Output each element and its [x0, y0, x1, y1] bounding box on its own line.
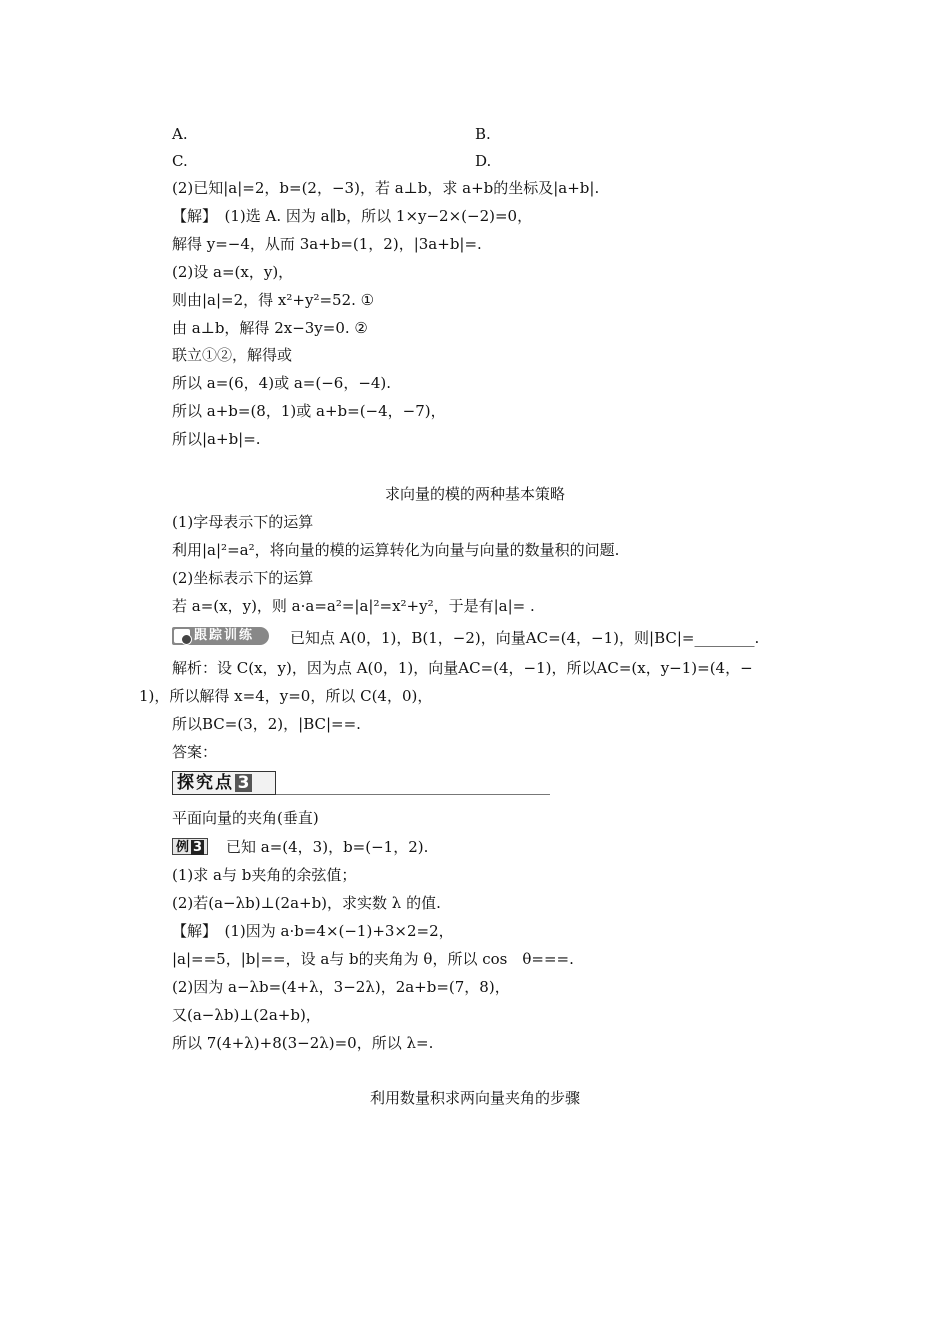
solution-line: 【解】 (1)选 A. 因为 a∥b，所以 1×y−2×(−2)=0， — [172, 207, 533, 225]
solution-line: 所以 a=(6，4)或 a=(−6，−4). — [172, 374, 392, 392]
method-line: 若 a=(x，y)，则 a·a=a²=|a|²=x²+y²，于是有|a|= . — [172, 597, 535, 615]
analysis-line: 所以BC=(3，2)，|BC|==. — [172, 715, 361, 733]
option-d: D. — [475, 152, 492, 170]
example-part: (2)若(a−λb)⊥(2a+b)，求实数 λ 的值. — [172, 894, 441, 912]
solution-line: 解得 y=−4，从而 3a+b=(1，2)，|3a+b|=. — [172, 235, 482, 253]
exercise-question: 已知点 A(0，1)，B(1，−2)，向量AC=(4，−1)，则|BC|=________. — [290, 629, 760, 647]
explore-point-badge — [172, 771, 276, 795]
solution-line: 又(a−λb)⊥(2a+b)， — [172, 1006, 321, 1024]
question-2: (2)已知|a|=2，b=(2，−3)，若 a⊥b，求 a+b的坐标及|a+b|. — [172, 179, 600, 197]
section-heading: 利用数量积求两向量夹角的步骤 — [369, 1089, 580, 1107]
solution-line: (2)设 a=(x，y)， — [172, 263, 294, 281]
analysis-line: 解析：设 C(x，y)，因为点 A(0，1)，向量AC=(4，−1)，所以AC=(x，y−1)=(4，− — [172, 659, 753, 677]
example-number: 3 — [193, 840, 203, 855]
solution-line: 联立①②，解得或 — [172, 346, 293, 364]
solution-line: 【解】 (1)因为 a·b=4×(−1)+3×2=2， — [172, 922, 454, 940]
track-training-label: 跟踪训练 — [194, 628, 255, 643]
track-training-badge — [172, 627, 269, 645]
section-divider — [276, 794, 550, 795]
analysis-line: 1)，所以解得 x=4，y=0，所以 C(4，0)， — [139, 687, 433, 705]
example-badge — [172, 838, 208, 855]
option-b: B. — [475, 125, 491, 143]
solution-line: 由 a⊥b，解得 2x−3y=0. ② — [172, 319, 368, 337]
solution-line: 所以 7(4+λ)+8(3−2λ)=0，所以 λ=. — [172, 1034, 434, 1052]
solution-line: 所以 a+b=(8，1)或 a+b=(−4，−7)， — [172, 402, 446, 420]
method-line: (1)字母表示下的运算 — [172, 513, 314, 531]
example-part: (1)求 a与 b夹角的余弦值； — [172, 866, 357, 884]
method-line: 利用|a|²=a²，将向量的模的运算转化为向量与向量的数量积的问题. — [172, 541, 620, 559]
option-a: A. — [172, 125, 188, 143]
example-question: 已知 a=(4，3)，b=(−1，2). — [226, 838, 429, 856]
answer-label: 答案： — [172, 743, 218, 761]
section-heading: 求向量的模的两种基本策略 — [384, 485, 565, 503]
solution-line: |a|==5，|b|==，设 a与 b的夹角为 θ，所以 cos θ===. — [172, 950, 574, 968]
solution-line: (2)因为 a−λb=(4+λ，3−2λ)，2a+b=(7，8)， — [172, 978, 510, 996]
notebook-icon — [174, 629, 190, 643]
topic-title: 平面向量的夹角(垂直) — [172, 809, 319, 827]
option-c: C. — [172, 152, 188, 170]
solution-line: 所以|a+b|=. — [172, 430, 261, 448]
solution-line: 则由|a|=2，得 x²+y²=52. ① — [172, 291, 375, 309]
method-line: (2)坐标表示下的运算 — [172, 569, 314, 587]
explore-point-label: 探究点 — [177, 773, 234, 793]
example-label: 例 — [176, 840, 190, 855]
explore-point-number: 3 — [235, 774, 252, 792]
